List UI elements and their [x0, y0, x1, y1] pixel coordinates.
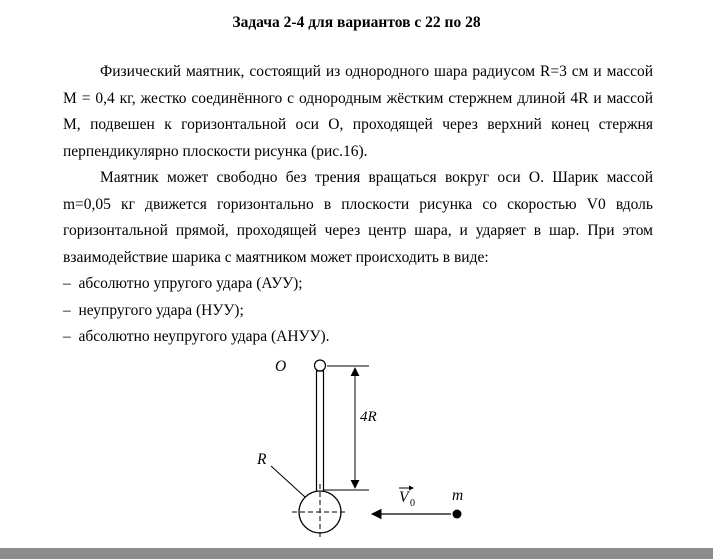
- velocity-label: V: [399, 489, 409, 506]
- page-title: Задача 2-4 для вариантов с 22 по 28: [232, 14, 481, 31]
- paragraph-1: Физический маятник, состоящий из однородного шара радиусом R=3 см и массой M = 0,4 кг, жестко соединённого с однородным жёстким стержнем длиной 4R и массой M, подвешен к горизонтальной оси О, проходящей через верхний конец стержня перпендикулярно плоскости рисунка (рис.16).: [63, 63, 653, 160]
- window-edge-bar: [0, 548, 713, 559]
- vector-hat-arrowhead: [409, 486, 414, 491]
- mass-label: m: [452, 487, 464, 504]
- pendulum-rod: [317, 371, 324, 492]
- projectile-ball: [453, 510, 462, 519]
- list-item-2: – неупругого удара (НУУ);: [63, 301, 244, 319]
- velocity-subscript: 0: [410, 498, 415, 509]
- list-item-3: – абсолютно неупругого удара (АНУУ).: [63, 328, 330, 345]
- paragraph-2: Маятник может свободно без трения вращаться вокруг оси О. Шарик массой m=0,05 кг движется горизонтально в плоскости рисунка со скоростью V0 вдоль горизонтальной прямой, проходящей через центр шара, и ударяет в шар. При этом взаимодействие шарика с маятником может происходить в виде:: [63, 169, 653, 266]
- ball-radius-label: R: [257, 451, 267, 468]
- rod-length-label: 4R: [360, 409, 377, 425]
- radius-leader-line: [271, 466, 305, 497]
- pivot-label: O: [275, 358, 287, 375]
- problem-text: [63, 59, 653, 351]
- list-item-1: – абсолютно упругого удара (АУУ);: [63, 275, 303, 292]
- pivot-axis: [315, 360, 326, 371]
- pendulum-figure: [235, 348, 490, 553]
